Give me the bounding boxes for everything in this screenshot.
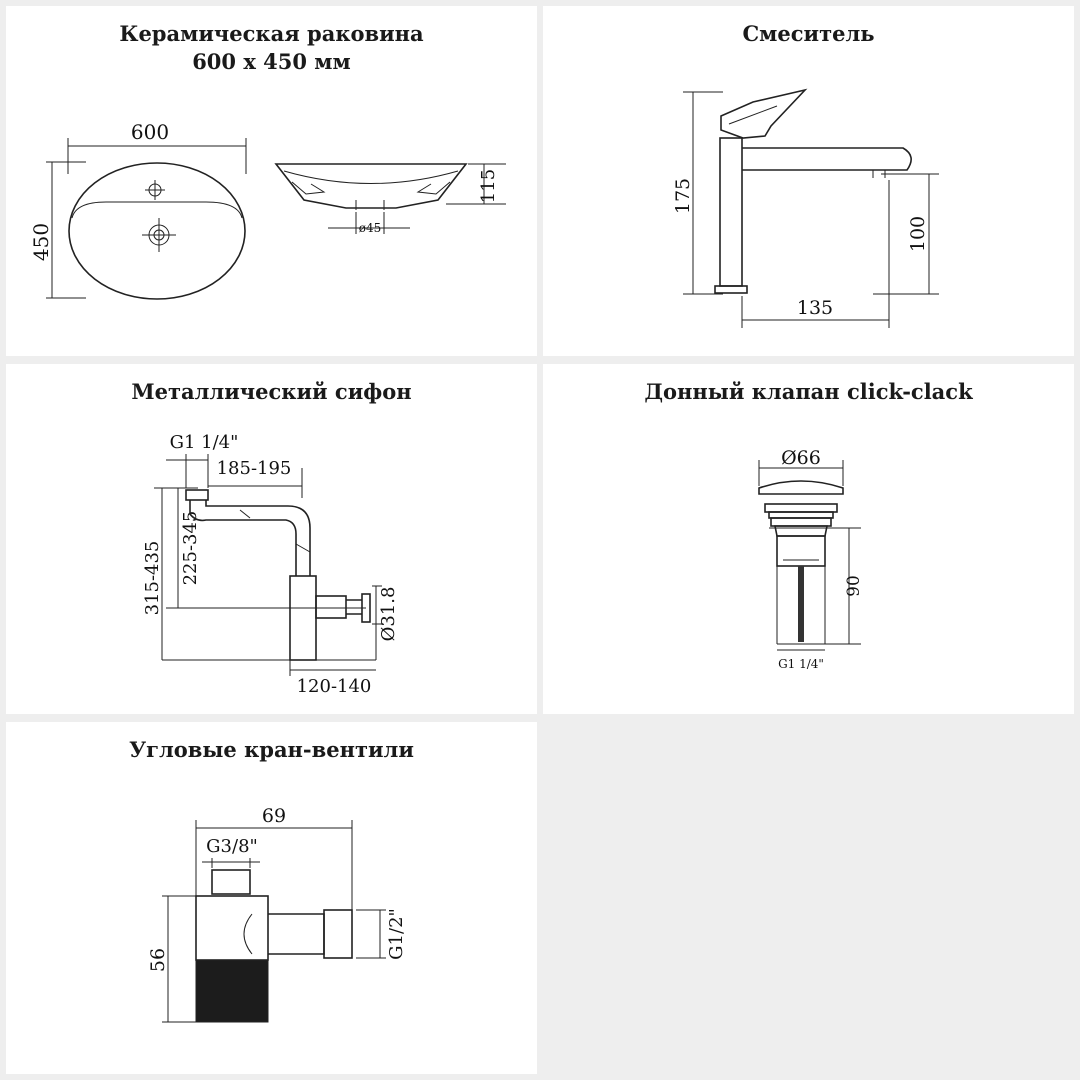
angle-valve-drawing [6, 722, 537, 1074]
siphon-total-height-label: 315-435 [142, 540, 163, 616]
sink-top-view [29, 120, 246, 299]
valve-title: Донный клапан click-clack [644, 379, 973, 404]
sink-height-label: 450 [29, 222, 53, 262]
faucet-reach-label: 135 [796, 297, 834, 319]
sink-panel [6, 6, 537, 356]
sink-depth-label: 115 [478, 168, 499, 204]
angle-valve-panel [6, 722, 537, 1074]
faucet-panel [543, 6, 1074, 356]
sink-title-line2: 600 х 450 мм [192, 49, 351, 74]
sink-width-label: 600 [130, 120, 170, 144]
siphon-outlet-label: Ø31.8 [378, 586, 399, 642]
siphon-panel [6, 364, 537, 714]
valve-panel [543, 364, 1074, 714]
sink-drain-label: ø45 [358, 221, 382, 235]
siphon-thread-label: G1 1/4" [169, 432, 239, 453]
siphon-title: Металлический сифон [131, 379, 412, 404]
valve-drawing [543, 364, 1074, 714]
sink-side-view [276, 164, 506, 235]
sink-drawing [6, 6, 537, 356]
angle-valve-title: Угловые кран-вентили [129, 737, 414, 762]
faucet-height-label: 175 [672, 177, 694, 215]
siphon-depth-label: 120-140 [296, 676, 372, 697]
siphon-inner-height-label: 225-345 [180, 510, 201, 586]
faucet-title: Смеситель [742, 21, 875, 46]
angle-valve-length-label: 69 [261, 805, 287, 827]
valve-thread-label: G1 1/4" [778, 657, 824, 671]
valve-height-label: 90 [844, 575, 864, 597]
siphon-drawing [6, 364, 537, 714]
angle-valve-thread-top-label: G3/8" [206, 836, 258, 857]
angle-valve-height-label: 56 [147, 947, 169, 973]
angle-valve-thread-side-label: G1/2" [386, 908, 407, 960]
valve-diameter-label: Ø66 [781, 447, 821, 469]
sink-title-line1: Керамическая раковина [119, 21, 424, 46]
empty-panel [543, 722, 1074, 1074]
faucet-spout-height-label: 100 [907, 215, 929, 253]
faucet-drawing [543, 6, 1074, 356]
siphon-horizontal-label: 185-195 [216, 458, 292, 479]
